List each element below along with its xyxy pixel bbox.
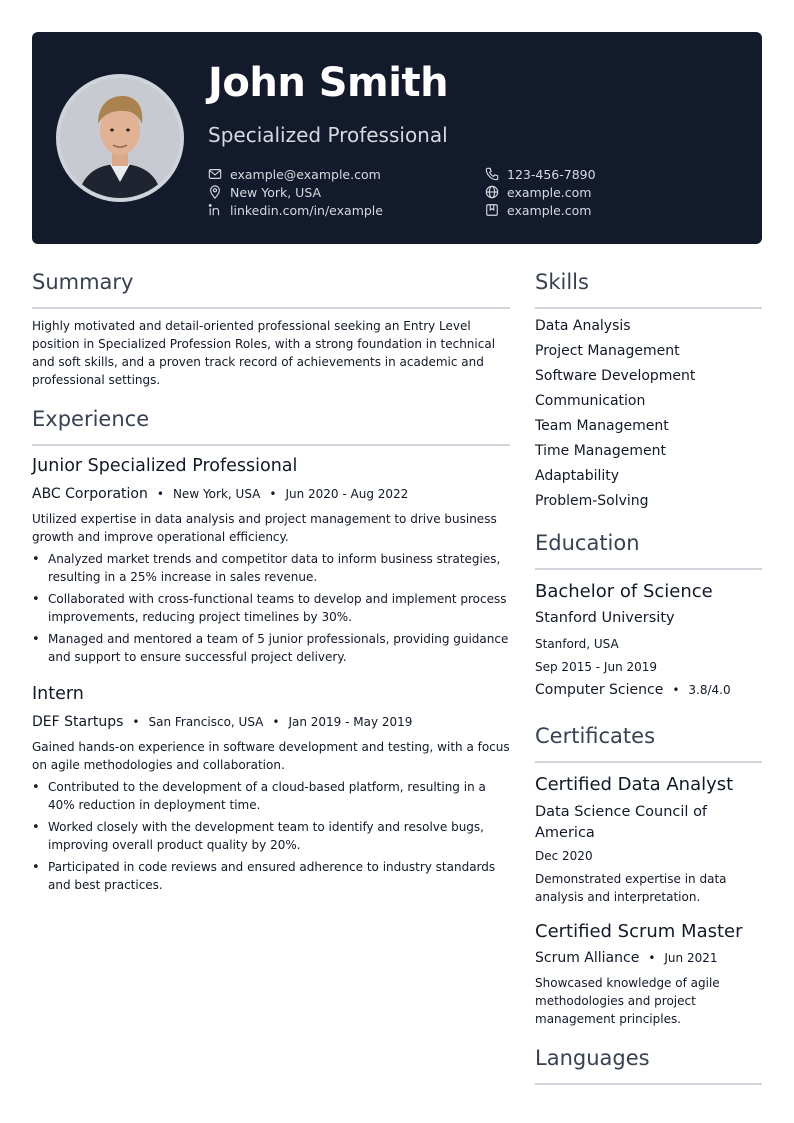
- certificate-issuer: Data Science Council of America: [535, 804, 708, 841]
- job-description: Gained hands-on experience in software development and testing, with a focus on agile methodologies and collaboration.: [32, 740, 510, 772]
- field-of-study: Computer Science: [535, 682, 664, 698]
- gpa: 3.8/4.0: [688, 683, 731, 697]
- certificates-divider: [535, 761, 762, 763]
- candidate-name: John Smith: [208, 60, 449, 106]
- list-item: • Worked closely with the development team to identify and resolve bugs, improving overall product quality by 20%.: [32, 818, 510, 854]
- job-dates: Jan 2019 - May 2019: [288, 715, 413, 729]
- list-item: • Participated in code reviews and ensured adherence to industry standards and best practices.: [32, 858, 510, 894]
- globe-icon: [485, 185, 499, 199]
- skill-item: Time Management: [535, 443, 666, 459]
- certificate-name: Certified Scrum Master: [535, 921, 743, 942]
- skill-item: Problem-Solving: [535, 493, 649, 509]
- phone-text[interactable]: 123-456-7890: [507, 166, 596, 182]
- certificate-date: Dec 2020: [535, 849, 593, 863]
- skill-item: Data Analysis: [535, 318, 631, 334]
- list-item: • Managed and mentored a team of 5 junior professionals, providing guidance and support to ensure successful project delivery.: [32, 630, 510, 666]
- list-item: • Collaborated with cross-functional teams to develop and implement process improvements, reducing project timelines by 30%.: [32, 590, 510, 626]
- job-achievements: [32, 550, 510, 670]
- email-text[interactable]: example@example.com: [230, 166, 381, 182]
- linkedin-text[interactable]: linkedin.com/in/example: [230, 202, 383, 218]
- job-location: New York, USA: [172, 487, 261, 501]
- certificate-date: Jun 2021: [664, 951, 718, 965]
- job-title: Junior Specialized Professional: [32, 456, 298, 476]
- job-dates: Jun 2020 - Aug 2022: [285, 487, 409, 501]
- certificate-description: Showcased knowledge of agile methodologies and project management principles.: [535, 976, 720, 1026]
- skill-item: Team Management: [535, 418, 669, 434]
- certificate-issuer: Scrum Alliance: [535, 950, 640, 966]
- website-text[interactable]: example.com: [507, 184, 592, 200]
- certificates-heading: Certificates: [535, 724, 656, 748]
- job-meta: [32, 714, 412, 730]
- education-field-row: [535, 682, 731, 698]
- experience-heading: Experience: [32, 407, 150, 431]
- separator-dot: •: [269, 487, 277, 501]
- bookmark-icon: [485, 203, 499, 217]
- separator-dot: •: [272, 715, 280, 729]
- skills-divider: [535, 307, 762, 309]
- contact-portfolio[interactable]: [485, 202, 591, 218]
- location-text: New York, USA: [230, 184, 322, 200]
- map-pin-icon: [208, 185, 222, 199]
- list-item: • Contributed to the development of a cloud-based platform, resulting in a 40% reduction in deployment time.: [32, 778, 510, 814]
- separator-dot: •: [672, 683, 680, 697]
- school-name: Stanford University: [535, 610, 675, 626]
- skill-item: Communication: [535, 393, 646, 409]
- phone-icon: [485, 167, 499, 181]
- certificate-name: Certified Data Analyst: [535, 774, 734, 795]
- separator-dot: •: [156, 487, 164, 501]
- skill-item: Project Management: [535, 343, 680, 359]
- certificate-meta: [535, 950, 718, 966]
- list-item: • Analyzed market trends and competitor data to inform business strategies, resulting in a 25% increase in sales revenue.: [32, 550, 510, 586]
- degree-title: Bachelor of Science: [535, 581, 713, 602]
- contact-linkedin[interactable]: [208, 202, 383, 218]
- skills-heading: Skills: [535, 270, 589, 294]
- education-divider: [535, 568, 762, 570]
- separator-dot: •: [132, 715, 140, 729]
- job-location: San Francisco, USA: [148, 715, 264, 729]
- job-description: Utilized expertise in data analysis and project management to drive business growth and improve operational efficiency.: [32, 512, 497, 544]
- skill-item: Adaptability: [535, 468, 620, 484]
- linkedin-icon: [208, 203, 222, 217]
- separator-dot: •: [648, 951, 656, 965]
- summary-heading: Summary: [32, 270, 134, 294]
- job-company: DEF Startups: [32, 714, 124, 730]
- contact-email[interactable]: [208, 166, 381, 182]
- education-dates: Sep 2015 - Jun 2019: [535, 660, 658, 674]
- skill-item: Software Development: [535, 368, 696, 384]
- summary-text: Highly motivated and detail-oriented professional seeking an Entry Level position in Specialized Profession Roles, with a strong foundation in technical and soft skills, and a proven track record of achievements in academic and professional settings.: [32, 319, 496, 387]
- profile-photo: [60, 78, 180, 198]
- mail-icon: [208, 167, 222, 181]
- job-company: ABC Corporation: [32, 486, 148, 502]
- contact-location: [208, 184, 321, 200]
- experience-divider: [32, 444, 510, 446]
- header-banner: [32, 32, 762, 244]
- candidate-role: Specialized Professional: [208, 123, 448, 147]
- summary-divider: [32, 307, 510, 309]
- education-heading: Education: [535, 531, 640, 555]
- job-achievements: [32, 778, 510, 898]
- avatar: [56, 74, 184, 202]
- contact-website[interactable]: [485, 184, 591, 200]
- contact-phone[interactable]: [485, 166, 596, 182]
- certificate-description: Demonstrated expertise in data analysis and interpretation.: [535, 872, 727, 904]
- job-title: Intern: [32, 684, 84, 704]
- portfolio-text[interactable]: example.com: [507, 202, 592, 218]
- school-location: Stanford, USA: [535, 637, 619, 651]
- languages-heading: Languages: [535, 1046, 650, 1070]
- languages-divider: [535, 1083, 762, 1085]
- job-meta: [32, 486, 408, 502]
